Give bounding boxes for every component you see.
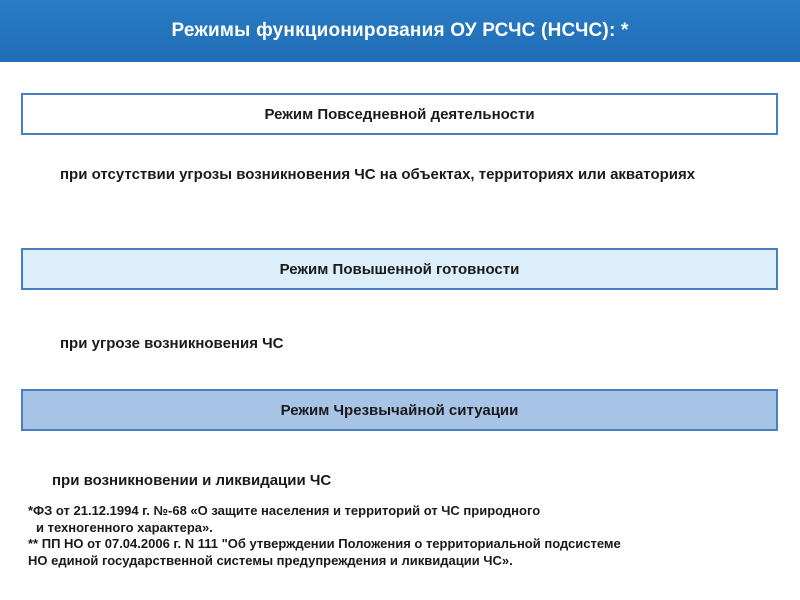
- mode-description-high-readiness: при угрозе возникновения ЧС: [60, 335, 284, 352]
- footnote-line-2: и техногенного характера».: [36, 519, 213, 535]
- mode-box-everyday: [21, 93, 778, 135]
- footnote-line-4: НО единой государственной системы предупреждения и ликвидации ЧС».: [28, 552, 513, 568]
- page-title: Режимы функционирования ОУ РСЧС (НСЧС): *: [171, 20, 629, 41]
- header-banner: [0, 0, 800, 62]
- footnotes: [28, 503, 778, 569]
- mode-box-high-readiness: [21, 248, 778, 290]
- mode-box-emergency: [21, 389, 778, 431]
- footnote-line-3: ** ПП НО от 07.04.2006 г. N 111 "Об утверждении Положения о территориальной подсистеме: [28, 536, 621, 551]
- mode-label-high-readiness: Режим Повышенной готовности: [279, 260, 520, 278]
- mode-description-emergency: при возникновении и ликвидации ЧС: [52, 472, 332, 489]
- mode-description-everyday: при отсутствии угрозы возникновения ЧС на объектах, территориях или акваториях: [60, 166, 696, 183]
- mode-label-emergency: Режим Чрезвычайной ситуации: [280, 401, 519, 419]
- footnote-line-1: *ФЗ от 21.12.1994 г. №-68 «О защите населения и территорий от ЧС природного: [28, 503, 541, 518]
- mode-label-everyday: Режим Повседневной деятельности: [264, 105, 535, 123]
